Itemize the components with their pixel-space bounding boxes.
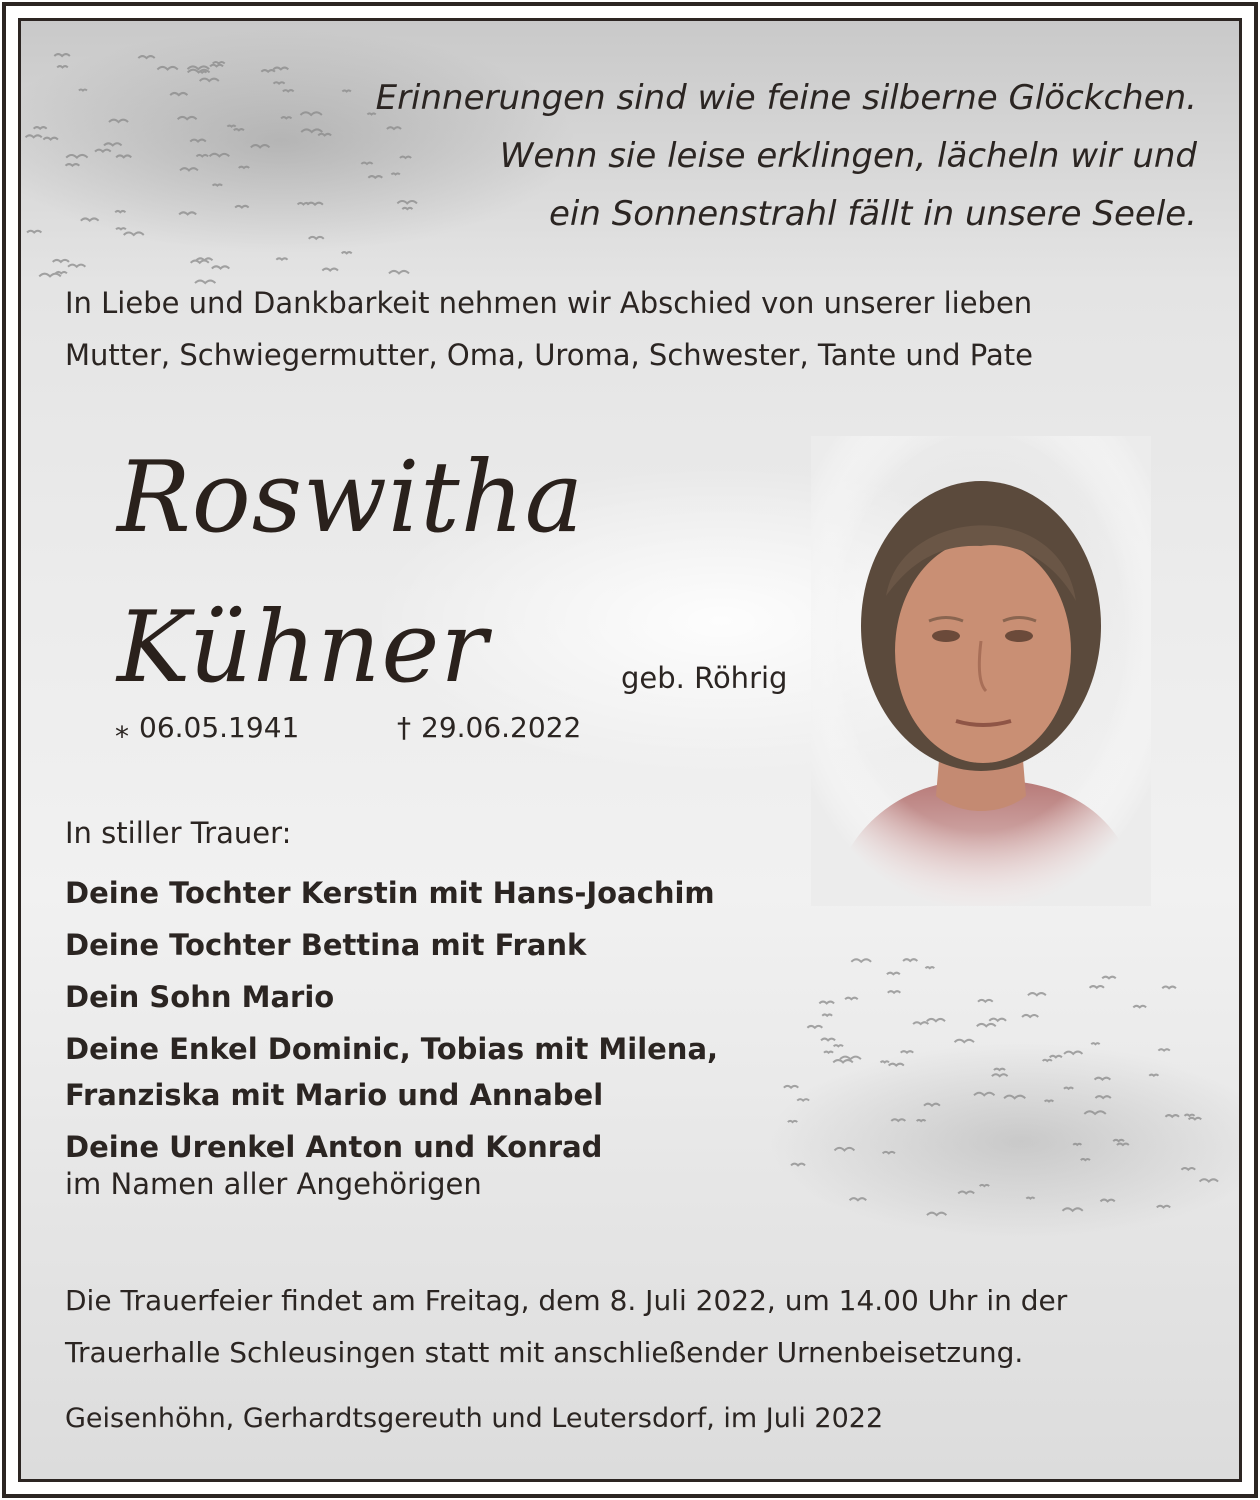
bird-mark — [1102, 977, 1116, 979]
bird-mark — [54, 54, 70, 56]
bird-mark — [213, 184, 223, 185]
bird-mark — [881, 1061, 889, 1062]
bird-mark — [212, 266, 229, 268]
bird-mark — [190, 140, 206, 142]
bird-mark — [903, 959, 917, 961]
bird-mark — [901, 1051, 913, 1053]
bird-mark — [1117, 1144, 1129, 1145]
bird-mark — [1113, 1140, 1124, 1141]
bird-mark — [1004, 1096, 1025, 1099]
bird-mark — [109, 120, 128, 122]
bird-mark — [281, 117, 291, 118]
bird-mark — [39, 274, 61, 277]
bird-mark — [927, 1019, 945, 1021]
mourner-entry: Dein Sohn Mario — [65, 980, 335, 1014]
bird-mark — [791, 1164, 805, 1166]
bird-mark — [1090, 986, 1104, 988]
bird-mark — [274, 82, 285, 83]
bird-mark — [342, 90, 351, 91]
bird-mark — [797, 1099, 809, 1100]
bird-mark — [840, 1057, 861, 1060]
bird-mark — [833, 1060, 853, 1062]
bird-mark — [1162, 987, 1176, 989]
bird-mark — [210, 65, 223, 67]
bird-mark — [66, 164, 80, 166]
mourner-entry: Deine Tochter Kerstin mit Hans-Joachim — [65, 876, 715, 910]
bird-mark — [26, 135, 42, 137]
bird-mark — [1045, 1100, 1054, 1101]
bird-mark — [924, 1104, 940, 1106]
bird-mark — [157, 67, 177, 70]
bird-mark — [1181, 1168, 1195, 1170]
bird-mark — [1158, 1049, 1169, 1050]
bird-mark — [887, 973, 900, 975]
bird-mark — [821, 1039, 835, 1041]
bird-mark — [213, 62, 225, 63]
mourner-entry: Deine Urenkel Anton und Konrad — [65, 1130, 603, 1164]
mourner-entry: Deine Tochter Bettina mit Frank — [65, 928, 587, 962]
bird-mark — [273, 68, 288, 70]
bird-mark — [361, 163, 372, 164]
bird-mark — [298, 203, 310, 204]
bird-mark — [1050, 1056, 1062, 1058]
bird-mark — [819, 1002, 834, 1004]
bird-mark — [1133, 1006, 1146, 1008]
bird-mark — [1165, 1115, 1179, 1117]
bird-mark — [1043, 1060, 1052, 1061]
bird-mark — [191, 261, 209, 263]
bird-mark — [913, 1022, 928, 1024]
deceased-first-name: Roswitha — [117, 441, 585, 555]
deceased-last-name: Kühner — [117, 591, 489, 705]
bird-mark — [66, 155, 87, 158]
bird-mark — [917, 1120, 926, 1121]
bird-mark — [889, 1064, 904, 1066]
bird-mark — [1063, 1208, 1083, 1211]
bird-mark — [883, 1152, 895, 1154]
bird-mark — [1064, 1088, 1073, 1089]
bird-mark — [283, 90, 294, 91]
bird-mark — [1100, 1200, 1114, 1202]
obituary-panel — [18, 18, 1242, 1482]
bird-mark — [851, 959, 871, 961]
bird-mark — [138, 56, 154, 58]
bird-mark — [989, 1019, 1006, 1021]
death-date — [397, 711, 581, 744]
bird-mark — [210, 154, 230, 156]
death-date-value: 29.06.2022 — [421, 711, 582, 744]
bird-mark — [318, 134, 331, 136]
mourners-closing: im Namen aller Angehörigen — [65, 1167, 482, 1201]
bird-mark — [301, 129, 322, 132]
bird-mark — [43, 138, 58, 140]
bird-mark — [1185, 1115, 1195, 1116]
bird-mark — [1200, 1179, 1219, 1181]
bird-mark — [980, 1185, 989, 1186]
bird-mark — [95, 150, 111, 152]
bird-mark — [196, 155, 208, 156]
bird-mark — [1081, 1159, 1090, 1160]
bird-mark — [822, 1014, 832, 1015]
bird-mark — [104, 143, 122, 145]
bird-mark — [845, 998, 858, 1000]
bird-mark — [367, 113, 375, 114]
bird-mark — [56, 272, 67, 273]
poem — [376, 69, 1197, 243]
mourner-entry: Deine Enkel Dominic, Tobias mit Milena, Franziska mit Mario und Annabel — [65, 1032, 719, 1112]
bird-mark — [807, 1026, 822, 1028]
portrait-photo — [811, 436, 1151, 906]
bird-mark — [68, 265, 85, 267]
poem-line: Wenn sie leise erklingen, lächeln wir und — [499, 136, 1197, 176]
bird-mark — [958, 1191, 974, 1193]
bird-mark — [1028, 993, 1046, 995]
bird-mark — [992, 1074, 1008, 1076]
bird-mark — [1022, 1015, 1038, 1017]
bird-mark — [1149, 1075, 1158, 1076]
bird-mark — [834, 1045, 843, 1046]
bird-mark — [977, 1024, 996, 1026]
bird-mark — [891, 1119, 905, 1121]
bird-mark — [124, 232, 144, 235]
bird-mark — [955, 1040, 974, 1042]
bird-mark — [27, 231, 41, 233]
bird-mark — [978, 1000, 993, 1002]
maiden-name: geb. Röhrig — [621, 661, 788, 695]
bird-mark — [57, 66, 68, 67]
bird-mark — [925, 967, 934, 968]
bird-mark — [1073, 1144, 1081, 1145]
bird-mark — [1091, 1043, 1099, 1044]
bird-mark — [116, 155, 131, 157]
intro-line: In Liebe und Dankbarkeit nehmen wir Abschied von unserer lieben — [65, 286, 1033, 320]
bird-mark — [927, 1213, 946, 1215]
bird-mark — [1189, 1118, 1202, 1120]
mourners-label: In stiller Trauer: — [65, 816, 292, 850]
bird-mark — [1026, 1198, 1034, 1199]
bird-mark — [994, 1069, 1005, 1070]
farewell-intro — [65, 277, 1033, 381]
bird-mark — [1157, 1206, 1170, 1208]
bird-mark — [179, 212, 196, 214]
poem-line: ein Sonnenstrahl fällt in unsere Seele. — [549, 194, 1197, 234]
bird-mark — [309, 237, 324, 239]
bird-mark — [116, 228, 126, 229]
bird-mark — [276, 258, 287, 259]
bird-mark — [200, 79, 219, 81]
bird-mark — [81, 218, 99, 220]
bird-mark — [239, 167, 249, 168]
bird-mark — [824, 1052, 833, 1053]
bird-mark — [187, 66, 209, 69]
intro-line: Mutter, Schwiegermutter, Oma, Uroma, Schwester, Tante und Pate — [65, 338, 1033, 372]
bird-mark — [34, 127, 47, 129]
bird-mark — [1064, 1052, 1082, 1054]
bird-mark — [300, 112, 321, 115]
bird-mark — [170, 93, 187, 95]
bird-mark — [322, 269, 338, 271]
bird-mark — [178, 117, 197, 119]
place-and-date: Geisenhöhn, Gerhardtsgereuth und Leutersdorf, im Juli 2022 — [65, 1403, 884, 1434]
birth-date-value: 06.05.1941 — [139, 711, 300, 744]
bird-mark — [834, 1148, 854, 1150]
birth-star-icon: ⁎ — [115, 711, 129, 744]
bird-mark — [342, 252, 352, 253]
bird-mark — [1095, 1096, 1110, 1098]
bird-mark — [888, 991, 901, 993]
bird-mark — [234, 129, 244, 130]
death-cross-icon: † — [397, 711, 411, 744]
mourners-list — [65, 867, 718, 1173]
bird-mark — [974, 1093, 994, 1096]
bird-mark — [79, 89, 87, 90]
ceremony-notice: Die Trauerfeier findet am Freitag, dem 8. Juli 2022, um 14.00 Uhr in der Trauerhalle Schleusingen statt mit anschließender Urnenbeisetzung. — [65, 1284, 1068, 1369]
bird-mark — [180, 168, 198, 170]
bird-mark — [251, 145, 270, 147]
bird-mark — [261, 70, 275, 72]
poem-line: Erinnerungen sind wie feine silberne Glöckchen. — [375, 78, 1197, 118]
bird-mark — [115, 211, 125, 212]
birth-date — [115, 711, 299, 744]
bird-mark — [227, 126, 235, 127]
bird-mark — [1095, 1078, 1111, 1080]
bird-mark — [53, 260, 69, 262]
bird-mark — [235, 206, 248, 208]
bird-mark — [389, 271, 409, 274]
bird-mark — [784, 1086, 798, 1088]
bird-mark — [788, 1121, 797, 1122]
bird-mark — [1084, 1111, 1106, 1114]
bird-mark — [850, 1198, 867, 1200]
